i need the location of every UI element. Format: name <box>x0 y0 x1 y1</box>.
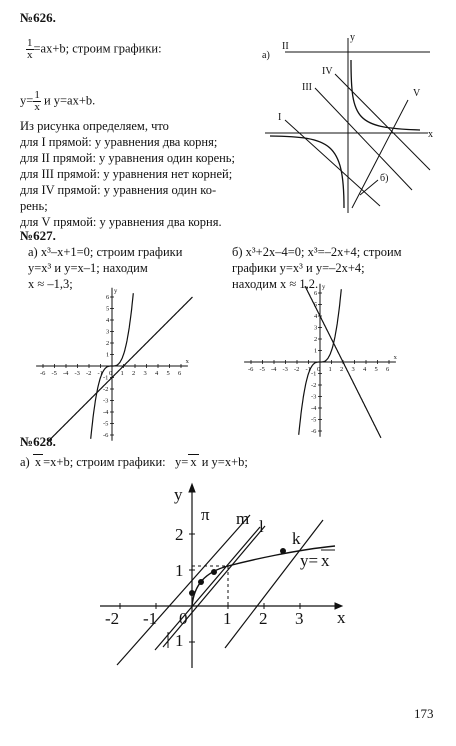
figure-628 <box>95 480 355 670</box>
g627b-xtick-label: 0 <box>317 366 321 373</box>
g627b-x-label: x <box>393 354 397 361</box>
point-2 <box>198 579 204 585</box>
text-626-1: Из рисунка определяем, что <box>20 119 169 133</box>
label-628-x: x <box>337 608 346 627</box>
tick-3: 3 <box>295 609 304 628</box>
g627b-ytick-label: 4 <box>314 313 318 320</box>
line-k <box>225 520 323 648</box>
g627b-ytick-label: 1 <box>314 347 318 355</box>
g627a-xtick-label: -3 <box>74 370 80 377</box>
label-x: x <box>428 129 433 140</box>
fraction-1-over-x: $\frac{1}{x}$ <box>27 37 33 61</box>
g627a-xtick-label: 3 <box>143 370 147 377</box>
g627b-xtick-label: -1 <box>305 366 311 373</box>
g627a-ytick-label: 4 <box>106 317 110 324</box>
g627a-xtick-label: -6 <box>40 370 46 377</box>
text-627a-2: y=x³ и y=x–1; находим <box>28 261 148 275</box>
g627b-xtick-label: -2 <box>294 366 300 373</box>
g627a-ytick-label: 1 <box>106 351 110 359</box>
g627a-xtick-label: -1 <box>97 370 103 377</box>
tick-ym1: 1 <box>175 631 184 650</box>
point-4 <box>280 548 286 554</box>
g627b-ytick-label: -4 <box>311 405 317 412</box>
g627b-ytick-label: -6 <box>311 428 317 435</box>
g627b-ytick-label: -3 <box>311 393 317 401</box>
label-IV: IV <box>322 66 333 77</box>
text-626-3: для II прямой: у уравнения один корень; <box>20 151 235 165</box>
g627a-line-x-minus-1 <box>48 297 192 441</box>
g627a-xtick-label: -5 <box>51 370 57 377</box>
text-626-4: для III прямой: у уравнения нет корней; <box>20 167 233 181</box>
g627a-ytick-label: -6 <box>103 432 109 439</box>
graphs-626: y= $\frac{1}{x}$ и y=ax+b. <box>20 89 96 113</box>
label-V: V <box>413 88 421 99</box>
g627b-ytick-label: 2 <box>314 336 318 343</box>
g627b-y-label: y <box>322 283 326 291</box>
text-627a-1: а) x³–x+1=0; строим графики <box>28 245 183 259</box>
equation-626: $\frac{1}{x}$ =ax+b; строим графики: <box>27 37 162 61</box>
label-I: I <box>278 112 282 123</box>
tick-1: 1 <box>223 609 232 628</box>
label-III: III <box>302 82 312 93</box>
g627b-ytick-label: 3 <box>314 324 318 332</box>
line-l <box>163 526 265 647</box>
g627b-xtick-label: 3 <box>351 366 355 373</box>
label-curve: y= <box>300 551 319 570</box>
tick-m2: -2 <box>105 609 120 628</box>
tick-y2: 2 <box>175 525 184 544</box>
fraction-graph: $\frac{1}{x}$ <box>34 89 40 113</box>
g627b-xtick-label: 5 <box>374 366 378 373</box>
g627a-ytick-label: -4 <box>103 409 109 416</box>
text-626-6: рень; <box>20 199 48 213</box>
text-626-7: для V прямой: у уравнения два корня. <box>20 215 222 229</box>
g627a-xtick-label: -2 <box>86 370 92 377</box>
text-626-5: для IV прямой: у уравнения один ко- <box>20 183 217 197</box>
hyperbola-branch-1 <box>351 60 420 130</box>
g627a-xtick-label: 0 <box>109 370 113 377</box>
y-arrow <box>189 484 195 492</box>
g627b-xtick-label: -3 <box>282 366 288 373</box>
label-pi: π <box>201 505 210 524</box>
g627a-xtick-label: 2 <box>132 370 136 377</box>
g627a-x-label: x <box>185 358 189 365</box>
g627a-ytick-label: -3 <box>103 397 109 405</box>
text-627b-2: графики y=x³ и y=–2x+4; <box>232 261 365 275</box>
tick-m1: -1 <box>143 609 158 628</box>
g627b-ytick-label: 6 <box>314 290 318 297</box>
label-628-y: y <box>174 485 183 504</box>
line-pi <box>117 515 250 665</box>
text-627b-1: б) x³+2x–4=0; x³=–2x+4; строим <box>232 245 402 259</box>
text-628: а) x =x+b; строим графики: y= x и y=x+b; <box>20 455 248 469</box>
problem-627-heading: №627. <box>20 228 56 243</box>
label-curve-sqrt: x <box>321 551 330 570</box>
g627b-ytick-label: -1 <box>311 370 317 378</box>
hyperbola-branch-2 <box>270 136 344 208</box>
label-y: y <box>350 32 355 43</box>
g627b-xtick-label: 2 <box>340 366 344 373</box>
g627a-xtick-label: -4 <box>63 370 69 377</box>
sqrt-x-2: x <box>190 455 197 469</box>
g627a-y-label: y <box>114 287 118 295</box>
point-3 <box>211 569 217 575</box>
g627a-xtick-label: 5 <box>166 370 170 377</box>
tick-0: 0 <box>179 609 188 628</box>
g627a-ytick-label: -2 <box>103 386 109 393</box>
text-627b-3: находим x ≈ 1,2. <box>232 277 319 291</box>
point-1 <box>189 590 195 596</box>
label-k: k <box>292 529 301 548</box>
g627a-xtick-label: 1 <box>120 370 124 377</box>
g627a-ytick-label: 3 <box>106 328 110 336</box>
figure-627a <box>28 287 196 439</box>
g627a-ytick-label: 6 <box>106 294 110 301</box>
text-626-2: для I прямой: у уравнения два корня; <box>20 135 218 149</box>
label-l: l <box>259 517 264 536</box>
g627b-xtick-label: -4 <box>271 366 277 373</box>
problem-628-heading: №628. <box>20 434 56 449</box>
g627a-xtick-label: 4 <box>155 370 159 377</box>
g627b-xtick-label: -5 <box>259 366 265 373</box>
text-627a-3: x ≈ –1,3; <box>28 277 73 291</box>
g627a-ytick-label: 5 <box>106 305 110 313</box>
label-m: m <box>236 509 250 528</box>
g627b-xtick-label: 6 <box>386 366 390 373</box>
sqrt-x: x <box>34 455 42 469</box>
g627a-ytick-label: -1 <box>103 374 109 382</box>
tick-y1: 1 <box>175 561 184 580</box>
g627b-xtick-label: -6 <box>248 366 254 373</box>
problem-626-heading: №626. <box>20 10 56 25</box>
label-II: II <box>282 41 289 52</box>
g627a-xtick-label: 6 <box>178 370 182 377</box>
label-b: б) <box>380 173 389 184</box>
label-a: а) <box>262 50 270 61</box>
g627b-ytick-label: -2 <box>311 382 317 389</box>
tick-2: 2 <box>259 609 268 628</box>
g627b-xtick-label: 4 <box>363 366 367 373</box>
g627a-ytick-label: -5 <box>103 420 109 428</box>
g627b-xtick-label: 1 <box>328 366 332 373</box>
figure-626 <box>260 30 450 218</box>
page-number: 173 <box>414 706 434 721</box>
g627a-ytick-label: 2 <box>106 340 110 347</box>
g627b-ytick-label: 5 <box>314 301 318 309</box>
line-m <box>155 527 260 650</box>
g627b-ytick-label: -5 <box>311 416 317 424</box>
